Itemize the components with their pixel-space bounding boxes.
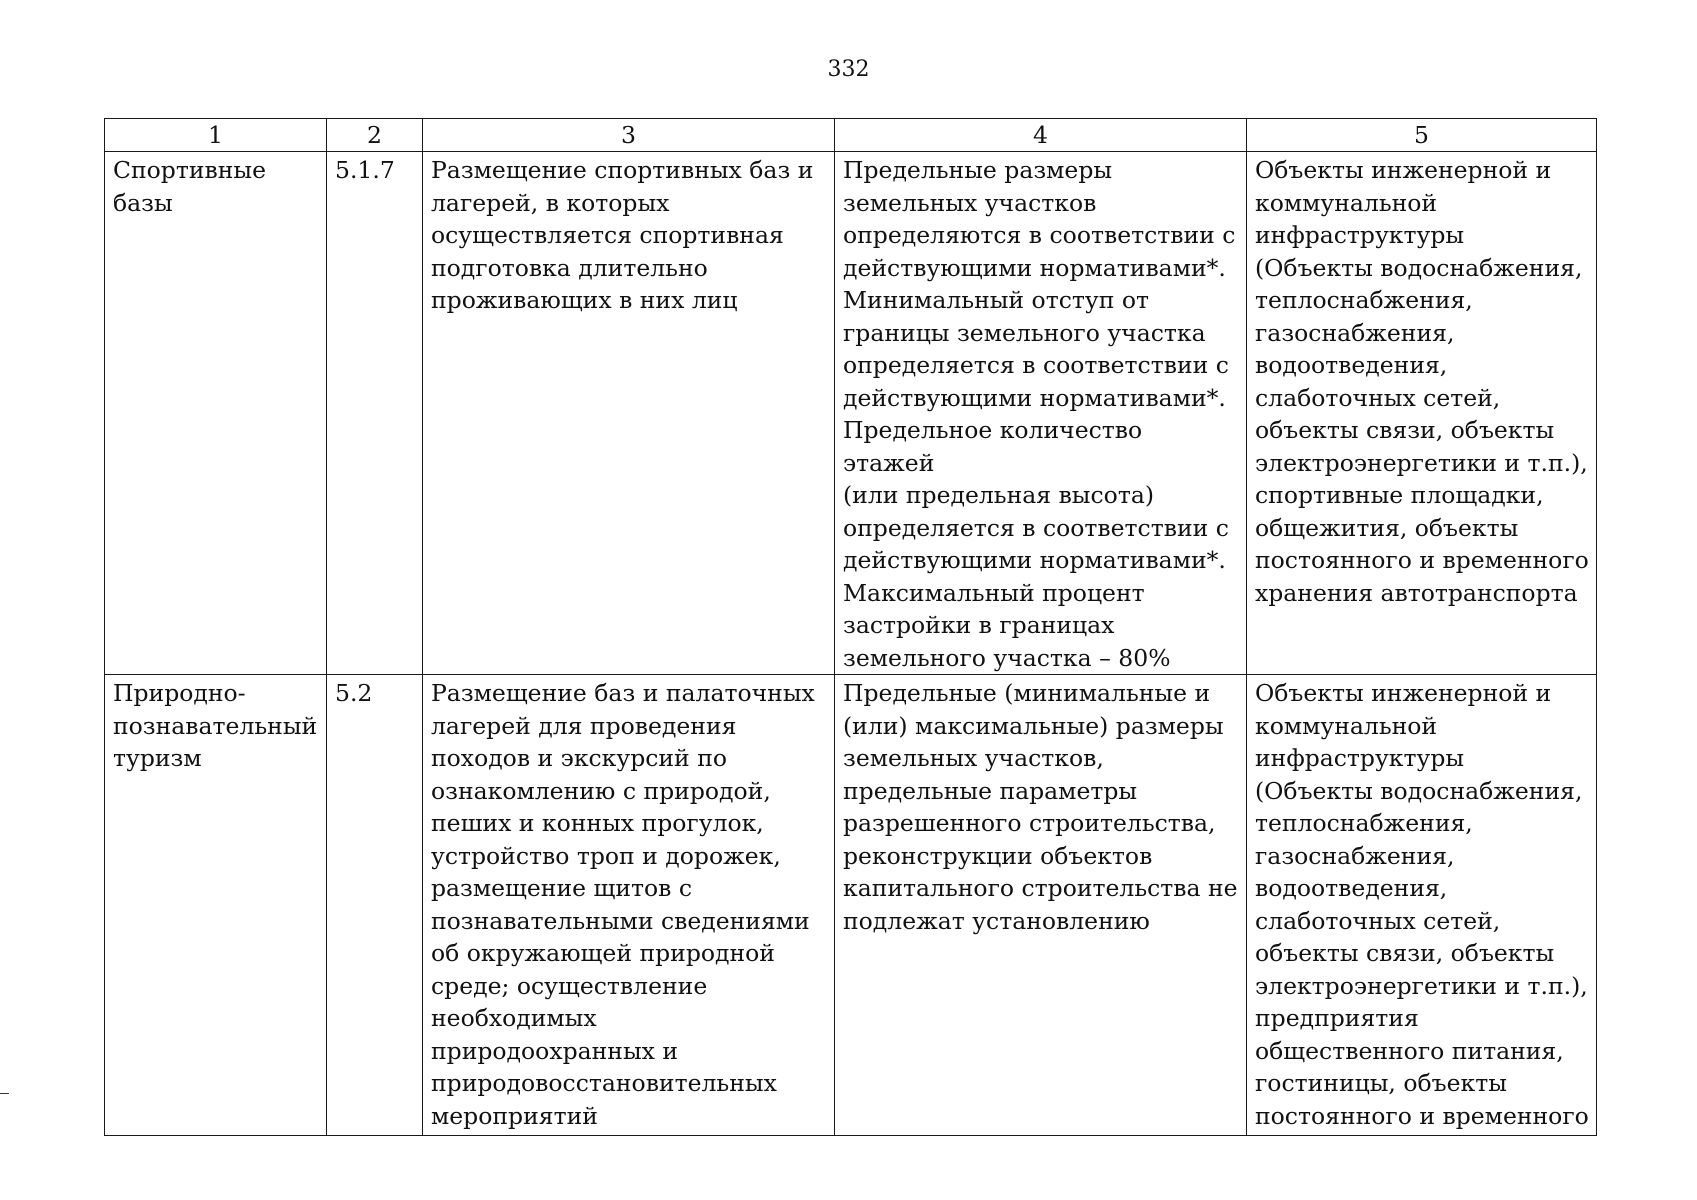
use-description-cell: Размещение баз и палаточных лагерей для проведения походов и экскурсий по ознакомлению с природой, пеших и конных прогулок, устройство троп и дорожек, размещение щитов с познавательными сведениями об окружающей природной среде; осуществление необходимых природоохранных и природовосстановительных мероприятий: [423, 675, 835, 1136]
margin-mark: [0, 1093, 9, 1094]
use-code-cell: 5.1.7: [327, 152, 423, 675]
auxiliary-uses-cell: Объекты инженерной и коммунальной инфраструктуры (Объекты водоснабжения, теплоснабжения, газоснабжения, водоотведения, слаботочных сетей, объекты связи, объекты электроэнергетики и т.п.), спортивные площадки, общежития, объекты постоянного и временного хранения автотранспорта: [1247, 152, 1597, 675]
header-col-5: 5: [1247, 119, 1597, 152]
header-col-3: 3: [423, 119, 835, 152]
use-name-cell: Спортивные базы: [105, 152, 327, 675]
auxiliary-uses-cell: Объекты инженерной и коммунальной инфраструктуры (Объекты водоснабжения, теплоснабжения, газоснабжения, водоотведения, слаботочных сетей, объекты связи, объекты электроэнергетики и т.п.), предприятия общественного питания, гостиницы, объекты постоянного и временного: [1247, 675, 1597, 1136]
land-use-table: [104, 118, 1597, 1136]
header-col-4: 4: [835, 119, 1247, 152]
parameters-cell: Предельные (минимальные и (или) максимальные) размеры земельных участков, предельные параметры разрешенного строительства, реконструкции объектов капитального строительства не подлежат установлению: [835, 675, 1247, 1136]
header-col-1: 1: [105, 119, 327, 152]
table-row: [105, 675, 1597, 1136]
page-number: 332: [827, 57, 870, 82]
use-code-cell: 5.2: [327, 675, 423, 1136]
parameters-cell: Предельные размеры земельных участков определяются в соответствии с действующими нормативами*. Минимальный отступ от границы земельного участка определяется в соответствии с действующими нормативами*. Предельное количество этажей (или предельная высота) определяется в соответствии с действующими нормативами*. Максимальный процент застройки в границах земельного участка – 80%: [835, 152, 1247, 675]
use-name-cell: Природно- познавательный туризм: [105, 675, 327, 1136]
table-row: [105, 152, 1597, 675]
table-header-row: [105, 119, 1597, 152]
use-description-cell: Размещение спортивных баз и лагерей, в которых осуществляется спортивная подготовка длительно проживающих в них лиц: [423, 152, 835, 675]
header-col-2: 2: [327, 119, 423, 152]
